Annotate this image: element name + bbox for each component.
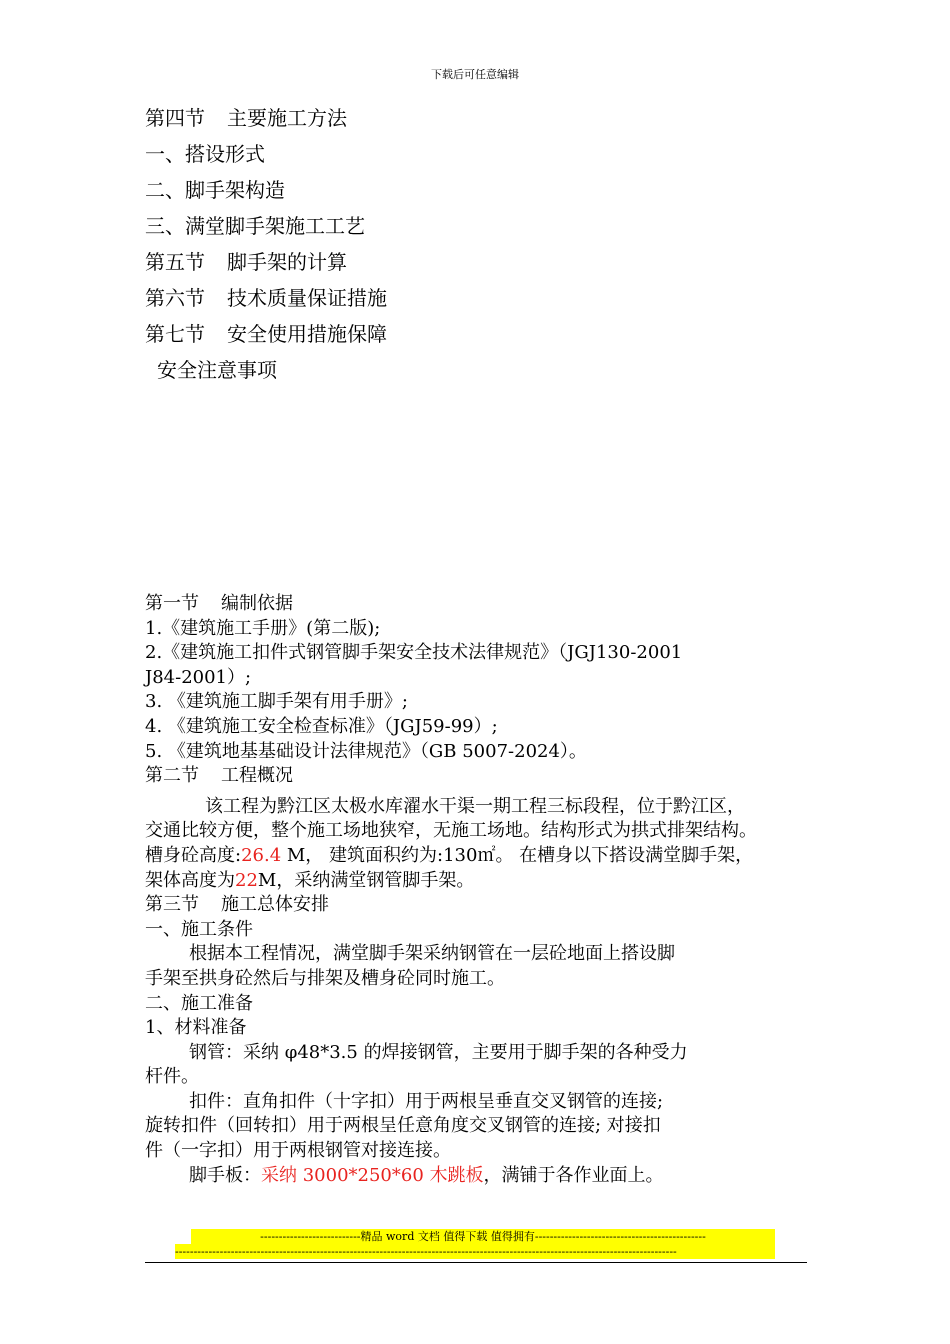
paragraph: 扣件：直角扣件（十字扣）用于两根呈垂直交叉钢管的连接; [189,1090,664,1112]
toc-num: 三、满堂脚手架施工工艺 [145,214,365,238]
highlighted-value: 26.4 [241,844,282,866]
subheading: 一、施工条件 [145,918,253,940]
toc-item [145,316,387,352]
subheading: 二、施工准备 [145,992,253,1014]
page-footer [175,1229,775,1259]
toc-num: 安全注意事项 [157,358,277,382]
toc-item [145,136,387,172]
toc-num: 二、脚手架构造 [145,178,285,202]
document-body [145,592,845,1188]
toc-num: 第四节 [145,106,205,130]
paragraph: 旋转扣件（回转扣）用于两根呈任意角度交叉钢管的连接; 对接扣 [145,1115,661,1137]
paragraph: 钢管：采纳 φ48*3.5 的焊接钢管，主要用于脚手架的各种受力 [189,1041,688,1063]
table-of-contents [145,100,387,388]
toc-num: 第五节 [145,250,205,274]
reference-item: 1.《建筑施工手册》(第二版); [145,617,381,639]
section-num: 第二节 [145,765,199,787]
reference-item: J84-2001）; [145,666,252,688]
paragraph [145,1164,845,1189]
overview-paragraph [145,844,845,869]
toc-title: 主要施工方法 [227,106,347,130]
text-run: 脚手板： [189,1164,261,1186]
footer-dashes: --------------------------------------------------------------------------------------------------------------------------------------- [175,1244,775,1259]
text-run: 架体高度为 [145,869,235,891]
text-run: M，采纳满堂钢管脚手架。 [257,869,475,891]
reference-item: 2.《建筑施工扣件式钢管脚手架安全技术法律规范》（JGJ130-2001 [145,642,683,664]
toc-item [145,100,387,136]
section-heading [145,893,845,918]
paragraph: 手架至拱身砼然后与排架及槽身砼同时施工。 [145,967,505,989]
toc-title: 安全使用措施保障 [227,322,387,346]
toc-item [145,280,387,316]
section-title: 编制依据 [221,593,293,614]
reference-item: 3. 《建筑施工脚手架有用手册》; [145,691,408,713]
toc-num: 第六节 [145,286,205,310]
toc-item [145,244,387,280]
page-header: 下载后可任意编辑 [431,68,519,81]
section-num: 第三节 [145,894,199,916]
overview-paragraph [145,869,845,894]
paragraph: 根据本工程情况，满堂脚手架采纳钢管在一层砼地面上搭设脚 [189,943,675,965]
toc-title: 技术质量保证措施 [227,286,387,310]
reference-item: 4. 《建筑施工安全检查标准》（JGJ59-99）; [145,715,498,737]
text-run: M， 建筑面积约为:130㎡。 在槽身以下搭设满堂脚手架， [281,844,754,866]
highlighted-text: 采纳 3000*250*60 木跳板 [261,1164,484,1186]
toc-num: 一、搭设形式 [145,142,265,166]
toc-item [145,172,387,208]
toc-title: 脚手架的计算 [227,250,347,274]
section-heading [145,592,845,617]
overview-paragraph: 该工程为黔江区太极水库濯水干渠一期工程三标段程，位于黔江区， [205,795,745,817]
footer-rule [145,1262,807,1263]
paragraph: 件（一字扣）用于两根钢管对接连接。 [145,1140,451,1162]
text-run: ，满铺于各作业面上。 [483,1164,664,1186]
overview-paragraph: 交通比较方便，整个施工场地狭窄，无施工场地。结构形式为拱式排架结构。 [145,820,757,842]
highlighted-value: 22 [235,869,258,891]
text-run: 槽身砼高度: [145,844,242,866]
reference-item: 5. 《建筑地基基础设计法律规范》（GB 5007-2024）。 [145,740,587,762]
section-num: 第一节 [145,593,199,614]
paragraph: 杆件。 [145,1066,199,1088]
section-title: 施工总体安排 [221,894,329,916]
footer-banner: ---------------------------精品 word 文档 值得下载 值得拥有---------------------------------------------- [191,1229,775,1244]
toc-num: 第七节 [145,322,205,346]
toc-item [145,208,387,244]
toc-item [145,352,387,388]
section-title: 工程概况 [221,765,293,787]
subheading: 1、材料准备 [145,1017,247,1039]
section-heading [145,764,845,789]
